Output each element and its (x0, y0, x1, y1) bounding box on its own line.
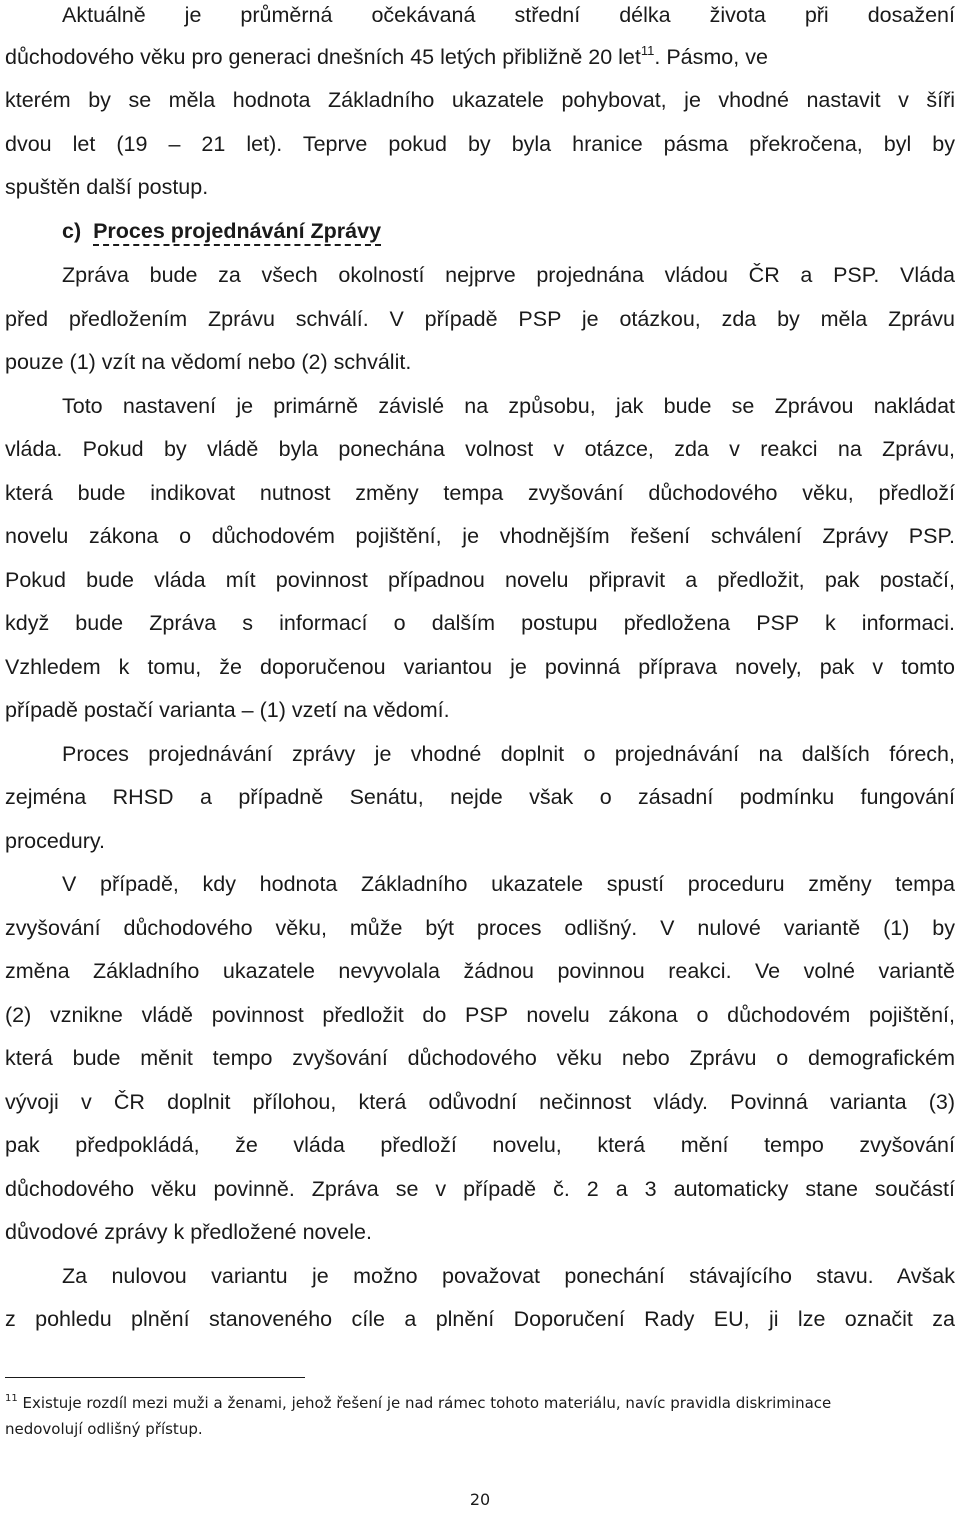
section-letter: c) (62, 219, 82, 243)
paragraph-line: kterém by se měla hodnota Základního ukazatele pohybovat, je vhodné nastavit v šíři (5, 88, 955, 112)
footnote-line: $^{11}$ Existuje rozdíl mezi muži a ženami, jehož řešení je nad rámec tohoto materiálu, navíc pravidla diskriminace (5, 1393, 832, 1412)
paragraph-line: zejména RHSD a případně Senátu, nejde však o zásadní podmínku fungování (5, 785, 955, 809)
paragraph-line: dvou let (19 – 21 let). Teprve pokud by byla hranice pásma překročena, byl by (5, 132, 955, 156)
paragraph-line: případě postačí varianta – (1) vzetí na vědomí. (5, 698, 450, 722)
footnote-reference: 11 (640, 43, 655, 58)
paragraph-line: důchodového věku pro generaci dnešních 45 letých přibližně 20 let$^{11}$. Pásmo, ve (5, 43, 768, 69)
paragraph-line: když bude Zpráva s informací o dalším postupu předložena PSP k informaci. (5, 611, 955, 635)
paragraph-line: V případě, kdy hodnota Základního ukazatele spustí proceduru změny tempa (62, 872, 955, 896)
paragraph-line: (2) vznikne vládě povinnost předložit do PSP novelu zákona o důchodovém pojištění, (5, 1003, 955, 1027)
paragraph-line: Toto nastavení je primárně závislé na způsobu, jak bude se Zprávou nakládat (62, 394, 955, 418)
paragraph-line: vláda. Pokud by vládě byla ponechána volnost v otázce, zda v reakci na Zprávu, (5, 437, 955, 461)
paragraph-line: pouze (1) vzít na vědomí nebo (2) schválit. (5, 350, 412, 374)
footnote-line: nedovolují odlišný přístup. (5, 1420, 203, 1438)
footnote-separator (5, 1377, 305, 1378)
paragraph-line: pak předpokládá, že vláda předloží novelu, která mění tempo zvyšování (5, 1133, 955, 1157)
paragraph-line: důvodové zprávy k předložené novele. (5, 1220, 372, 1244)
section-title: Proces projednávání Zprávy (93, 219, 381, 246)
paragraph-line: která bude měnit tempo zvyšování důchodového věku nebo Zprávu o demografickém (5, 1046, 955, 1070)
paragraph-line: spuštěn další postup. (5, 175, 209, 199)
paragraph-line: z pohledu plnění stanoveného cíle a plnění Doporučení Rady EU, ji lze označit za (5, 1307, 955, 1331)
paragraph-line: změna Základního ukazatele nevyvolala žádnou povinnou reakci. Ve volné variantě (5, 959, 955, 983)
paragraph-line: Za nulovou variantu je možno považovat ponechání stávajícího stavu. Avšak (62, 1264, 955, 1288)
section-heading (62, 216, 960, 246)
page-number: 20 (469, 1490, 491, 1509)
paragraph-line: Pokud bude vláda mít povinnost případnou novelu připravit a předložit, pak postačí, (5, 568, 955, 592)
paragraph-line: zvyšování důchodového věku, může být proces odlišný. V nulové variantě (1) by (5, 916, 955, 940)
paragraph-line: důchodového věku povinně. Zpráva se v případě č. 2 a 3 automaticky stane součástí (5, 1177, 955, 1201)
paragraph-line: vývoji v ČR doplnit přílohou, která odůvodní nečinnost vlády. Povinná varianta (3) (5, 1090, 955, 1114)
paragraph-line: Zpráva bude za všech okolností nejprve projednána vládou ČR a PSP. Vláda (62, 263, 955, 287)
footnote-number: 11 (5, 1393, 18, 1404)
paragraph-line: novelu zákona o důchodovém pojištění, je vhodnějším řešení schválení Zprávy PSP. (5, 524, 955, 548)
paragraph-line: procedury. (5, 829, 105, 853)
paragraph-line: Aktuálně je průměrná očekávaná střední délka života při dosažení (62, 3, 955, 27)
paragraph-line: před předložením Zprávu schválí. V případě PSP je otázkou, zda by měla Zprávu (5, 307, 955, 331)
paragraph-line: Vzhledem k tomu, že doporučenou variantou je povinná příprava novely, pak v tomto (5, 655, 955, 679)
paragraph-line: která bude indikovat nutnost změny tempa zvyšování důchodového věku, předloží (5, 481, 955, 505)
paragraph-line: Proces projednávání zprávy je vhodné doplnit o projednávání na dalších fórech, (62, 742, 955, 766)
